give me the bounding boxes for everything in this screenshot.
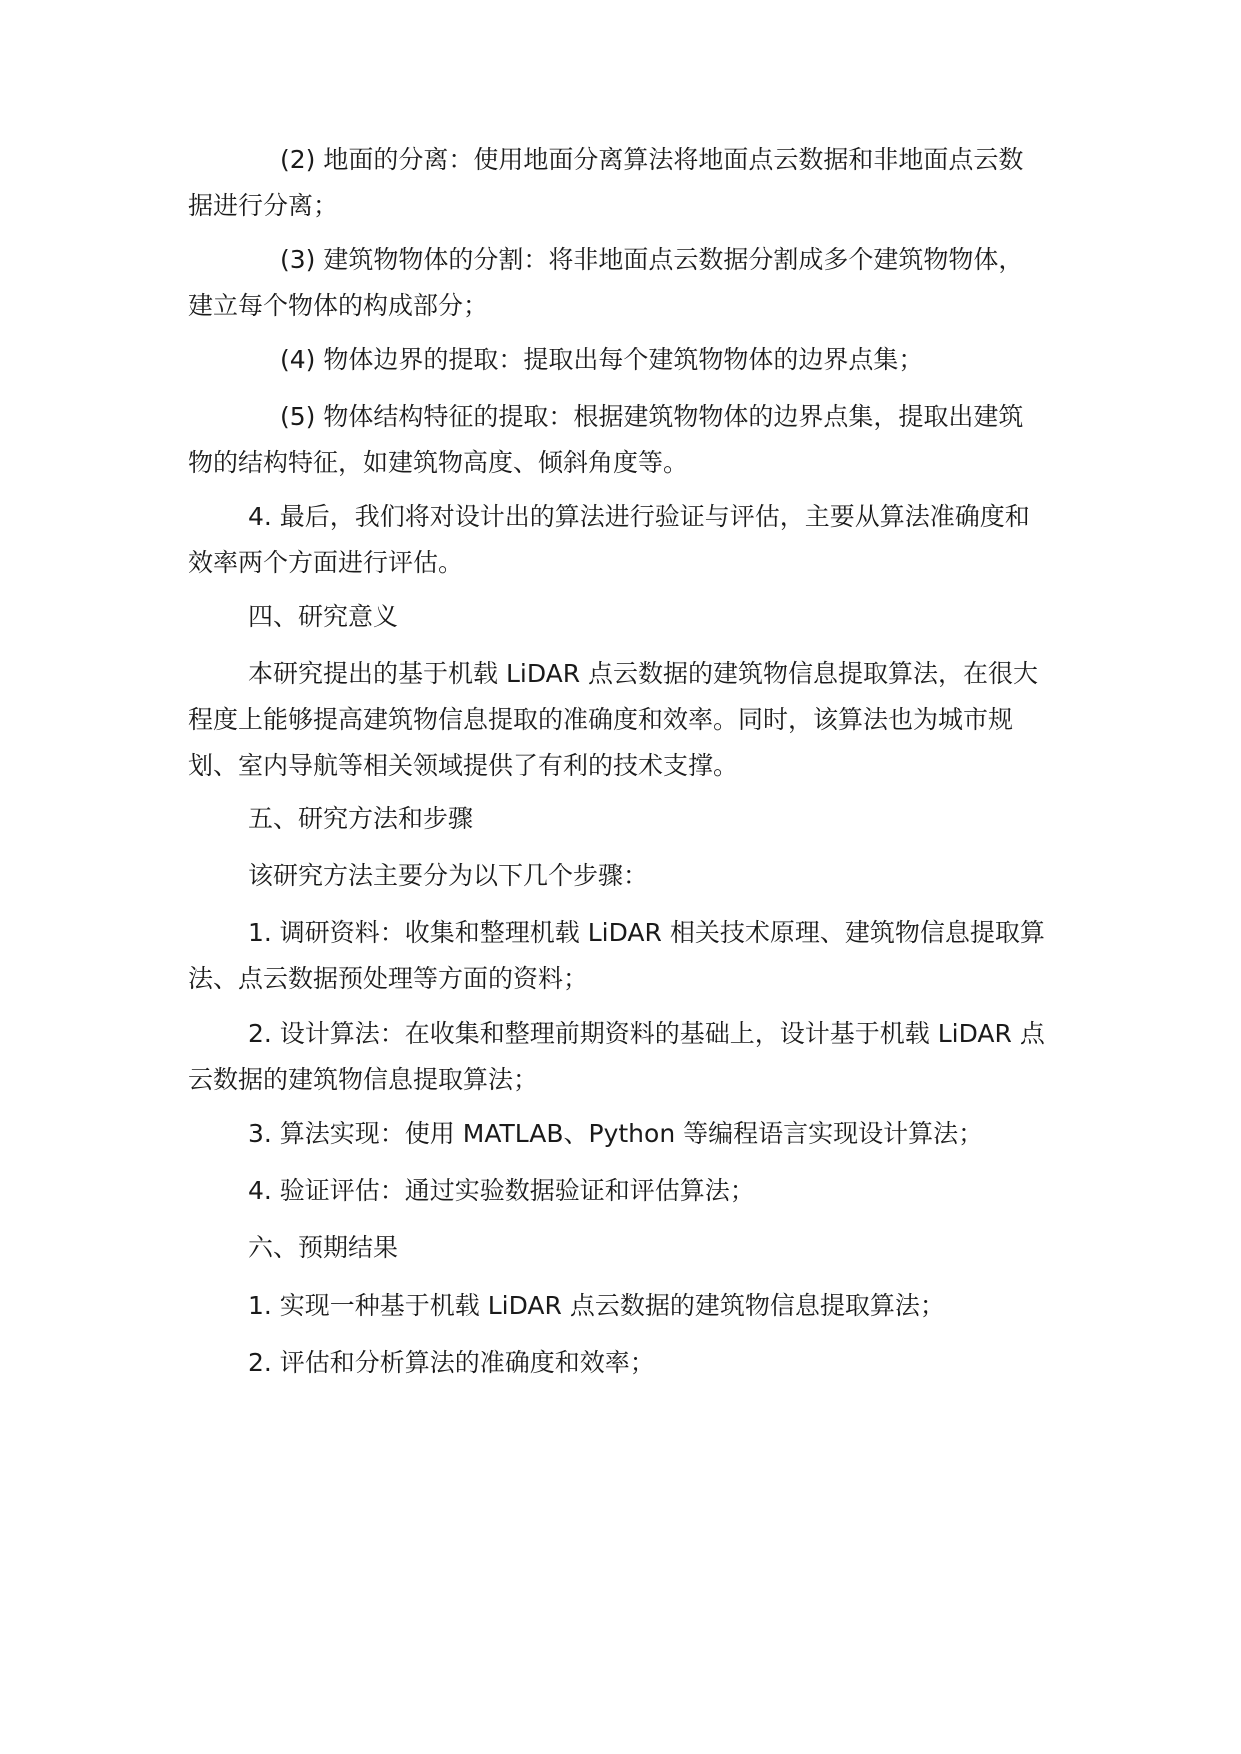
paragraph-ground-separation: (2) 地面的分离：使用地面分离算法将地面点云数据和非地面点云数据进行分离； [188,145,1024,220]
paragraph-building-segmentation: (3) 建筑物物体的分割：将非地面点云数据分割成多个建筑物物体，建立每个物体的构成部分； [188,245,1024,320]
heading-expected-results: 六、预期结果 [248,1233,399,1262]
paragraph-structure-features: (5) 物体结构特征的提取：根据建筑物物体的边界点集，提取出建筑物的结构特征，如建筑物高度、倾斜角度等。 [188,402,1024,477]
list-item-step-2: 2. 设计算法：在收集和整理前期资料的基础上，设计基于机载 LiDAR 点云数据的建筑物信息提取算法； [188,1019,1045,1094]
list-item-result-2: 2. 评估和分析算法的准确度和效率； [248,1348,655,1377]
paragraph-significance: 本研究提出的基于机载 LiDAR 点云数据的建筑物信息提取算法，在很大程度上能够提高建筑物信息提取的准确度和效率。同时，该算法也为城市规划、室内导航等相关领域提供了有利的技术支撑。 [188,659,1039,780]
paragraph-evaluation: 4. 最后，我们将对设计出的算法进行验证与评估，主要从算法准确度和效率两个方面进行评估。 [188,502,1030,577]
list-item-step-1: 1. 调研资料：收集和整理机载 LiDAR 相关技术原理、建筑物信息提取算法、点云数据预处理等方面的资料； [188,918,1045,993]
list-item-step-4: 4. 验证评估：通过实验数据验证和评估算法； [248,1176,755,1205]
heading-methods-steps: 五、研究方法和步骤 [248,804,474,833]
paragraph-steps-intro: 该研究方法主要分为以下几个步骤： [248,861,649,890]
heading-research-significance: 四、研究意义 [248,602,399,631]
paragraph-boundary-extraction: (4) 物体边界的提取：提取出每个建筑物物体的边界点集； [280,345,924,374]
list-item-step-3: 3. 算法实现：使用 MATLAB、Python 等编程语言实现设计算法； [248,1119,984,1148]
list-item-result-1: 1. 实现一种基于机载 LiDAR 点云数据的建筑物信息提取算法； [248,1291,945,1320]
